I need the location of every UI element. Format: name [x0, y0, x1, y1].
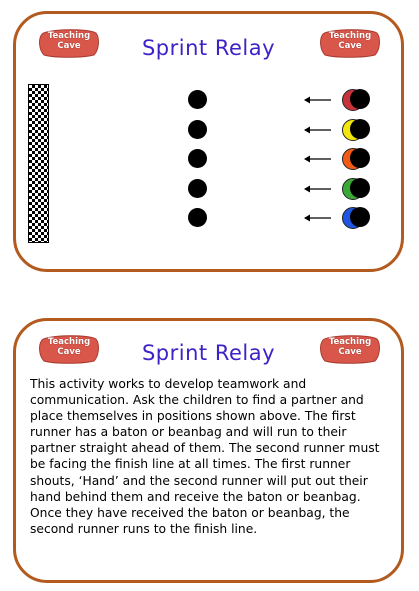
card-title: Sprint Relay [141, 36, 276, 60]
second-runner-marker [188, 149, 207, 168]
teaching-cave-logo-right [319, 334, 381, 364]
activity-description-card [13, 318, 404, 583]
activity-diagram-card [13, 11, 404, 272]
first-runner-marker [342, 207, 372, 229]
teaching-cave-logo-right [319, 28, 381, 58]
second-runner-marker [188, 179, 207, 198]
finish-line-checkered [28, 84, 49, 243]
second-runner-marker [188, 208, 207, 227]
left-arrow-icon [303, 94, 331, 106]
first-runner-marker [342, 119, 372, 141]
left-arrow-icon [303, 124, 331, 136]
left-arrow-icon [303, 212, 331, 224]
card-title: Sprint Relay [141, 341, 276, 365]
activity-description: This activity works to develop teamwork and communication. Ask the children to find a partner and place themselves in positions shown above. The first runner has a baton or beanbag and will run to their partner straight ahead of them. The second runner must be facing the finish line at all times. The first runner shouts, ‘Hand’ and the second runner will put out their hand behind them and receive the baton or beanbag. Once they have received the baton or beanbag, the second runner runs to the finish line. [30, 377, 380, 536]
first-runner-marker [342, 89, 372, 111]
logo-text: Teaching Cave [328, 337, 372, 357]
logo-text: Teaching Cave [328, 31, 372, 51]
logo-text: Teaching Cave [47, 337, 91, 357]
left-arrow-icon [303, 183, 331, 195]
logo-text: Teaching Cave [47, 31, 91, 51]
first-runner-marker [342, 148, 372, 170]
second-runner-marker [188, 90, 207, 109]
first-runner-marker [342, 178, 372, 200]
second-runner-marker [188, 120, 207, 139]
left-arrow-icon [303, 153, 331, 165]
